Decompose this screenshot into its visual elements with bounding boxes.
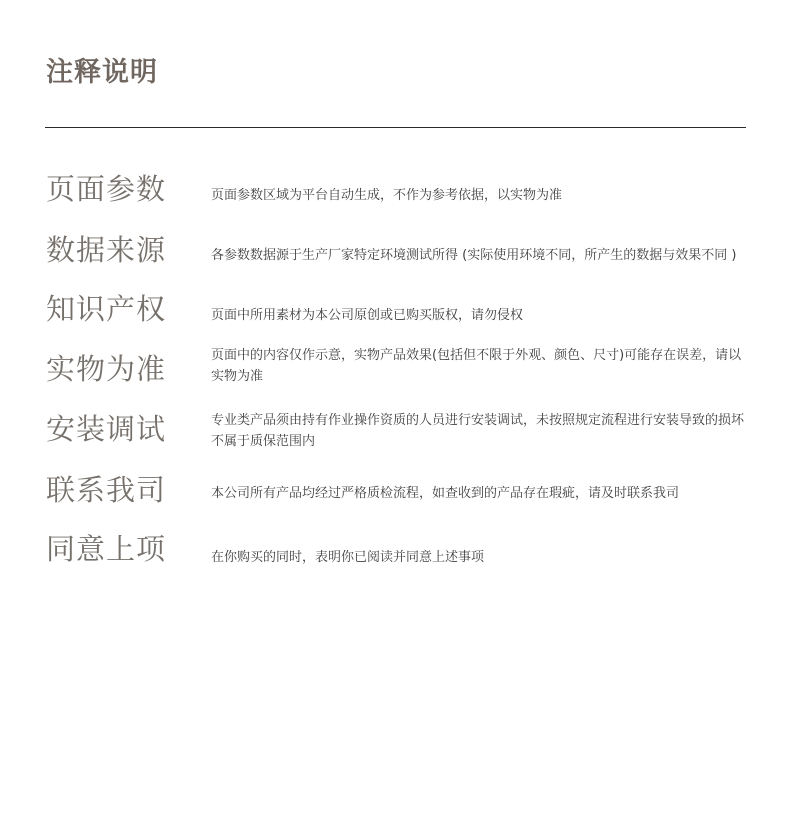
note-text-contact: 本公司所有产品均经过严格质检流程，如查收到的产品存在瑕疵，请及时联系我司 bbox=[211, 486, 680, 501]
note-heading-agreement: 同意上项 bbox=[46, 532, 167, 566]
note-text-agreement: 在你购买的同时，表明你已阅读并同意上述事项 bbox=[211, 550, 485, 565]
note-heading-actual-product: 实物为准 bbox=[46, 352, 167, 386]
note-text-actual-product: 页面中的内容仅作示意，实物产品效果(包括但不限于外观、颜色、尺寸)可能存在误差，请以实物为准 bbox=[211, 348, 742, 384]
note-heading-ip: 知识产权 bbox=[46, 292, 167, 326]
note-text-data-source: 各参数数据源于生产厂家特定环境测试所得 (实际使用环境不同，所产生的数据与效果不同 ) bbox=[211, 248, 737, 263]
note-heading-installation: 安装调试 bbox=[46, 412, 167, 446]
note-heading-data-source: 数据来源 bbox=[46, 233, 167, 267]
note-text-ip: 页面中所用素材为本公司原创或已购买版权，请勿侵权 bbox=[211, 308, 524, 323]
note-heading-page-params: 页面参数 bbox=[46, 172, 167, 206]
note-text-installation: 专业类产品须由持有作业操作资质的人员进行安装调试，未按照规定流程进行安装导致的损坏不属于质保范围内 bbox=[211, 413, 745, 449]
page-title: 注释说明 bbox=[46, 57, 158, 88]
note-heading-contact: 联系我司 bbox=[46, 473, 167, 507]
note-text-page-params: 页面参数区域为平台自动生成，不作为参考依据，以实物为准 bbox=[211, 188, 563, 203]
